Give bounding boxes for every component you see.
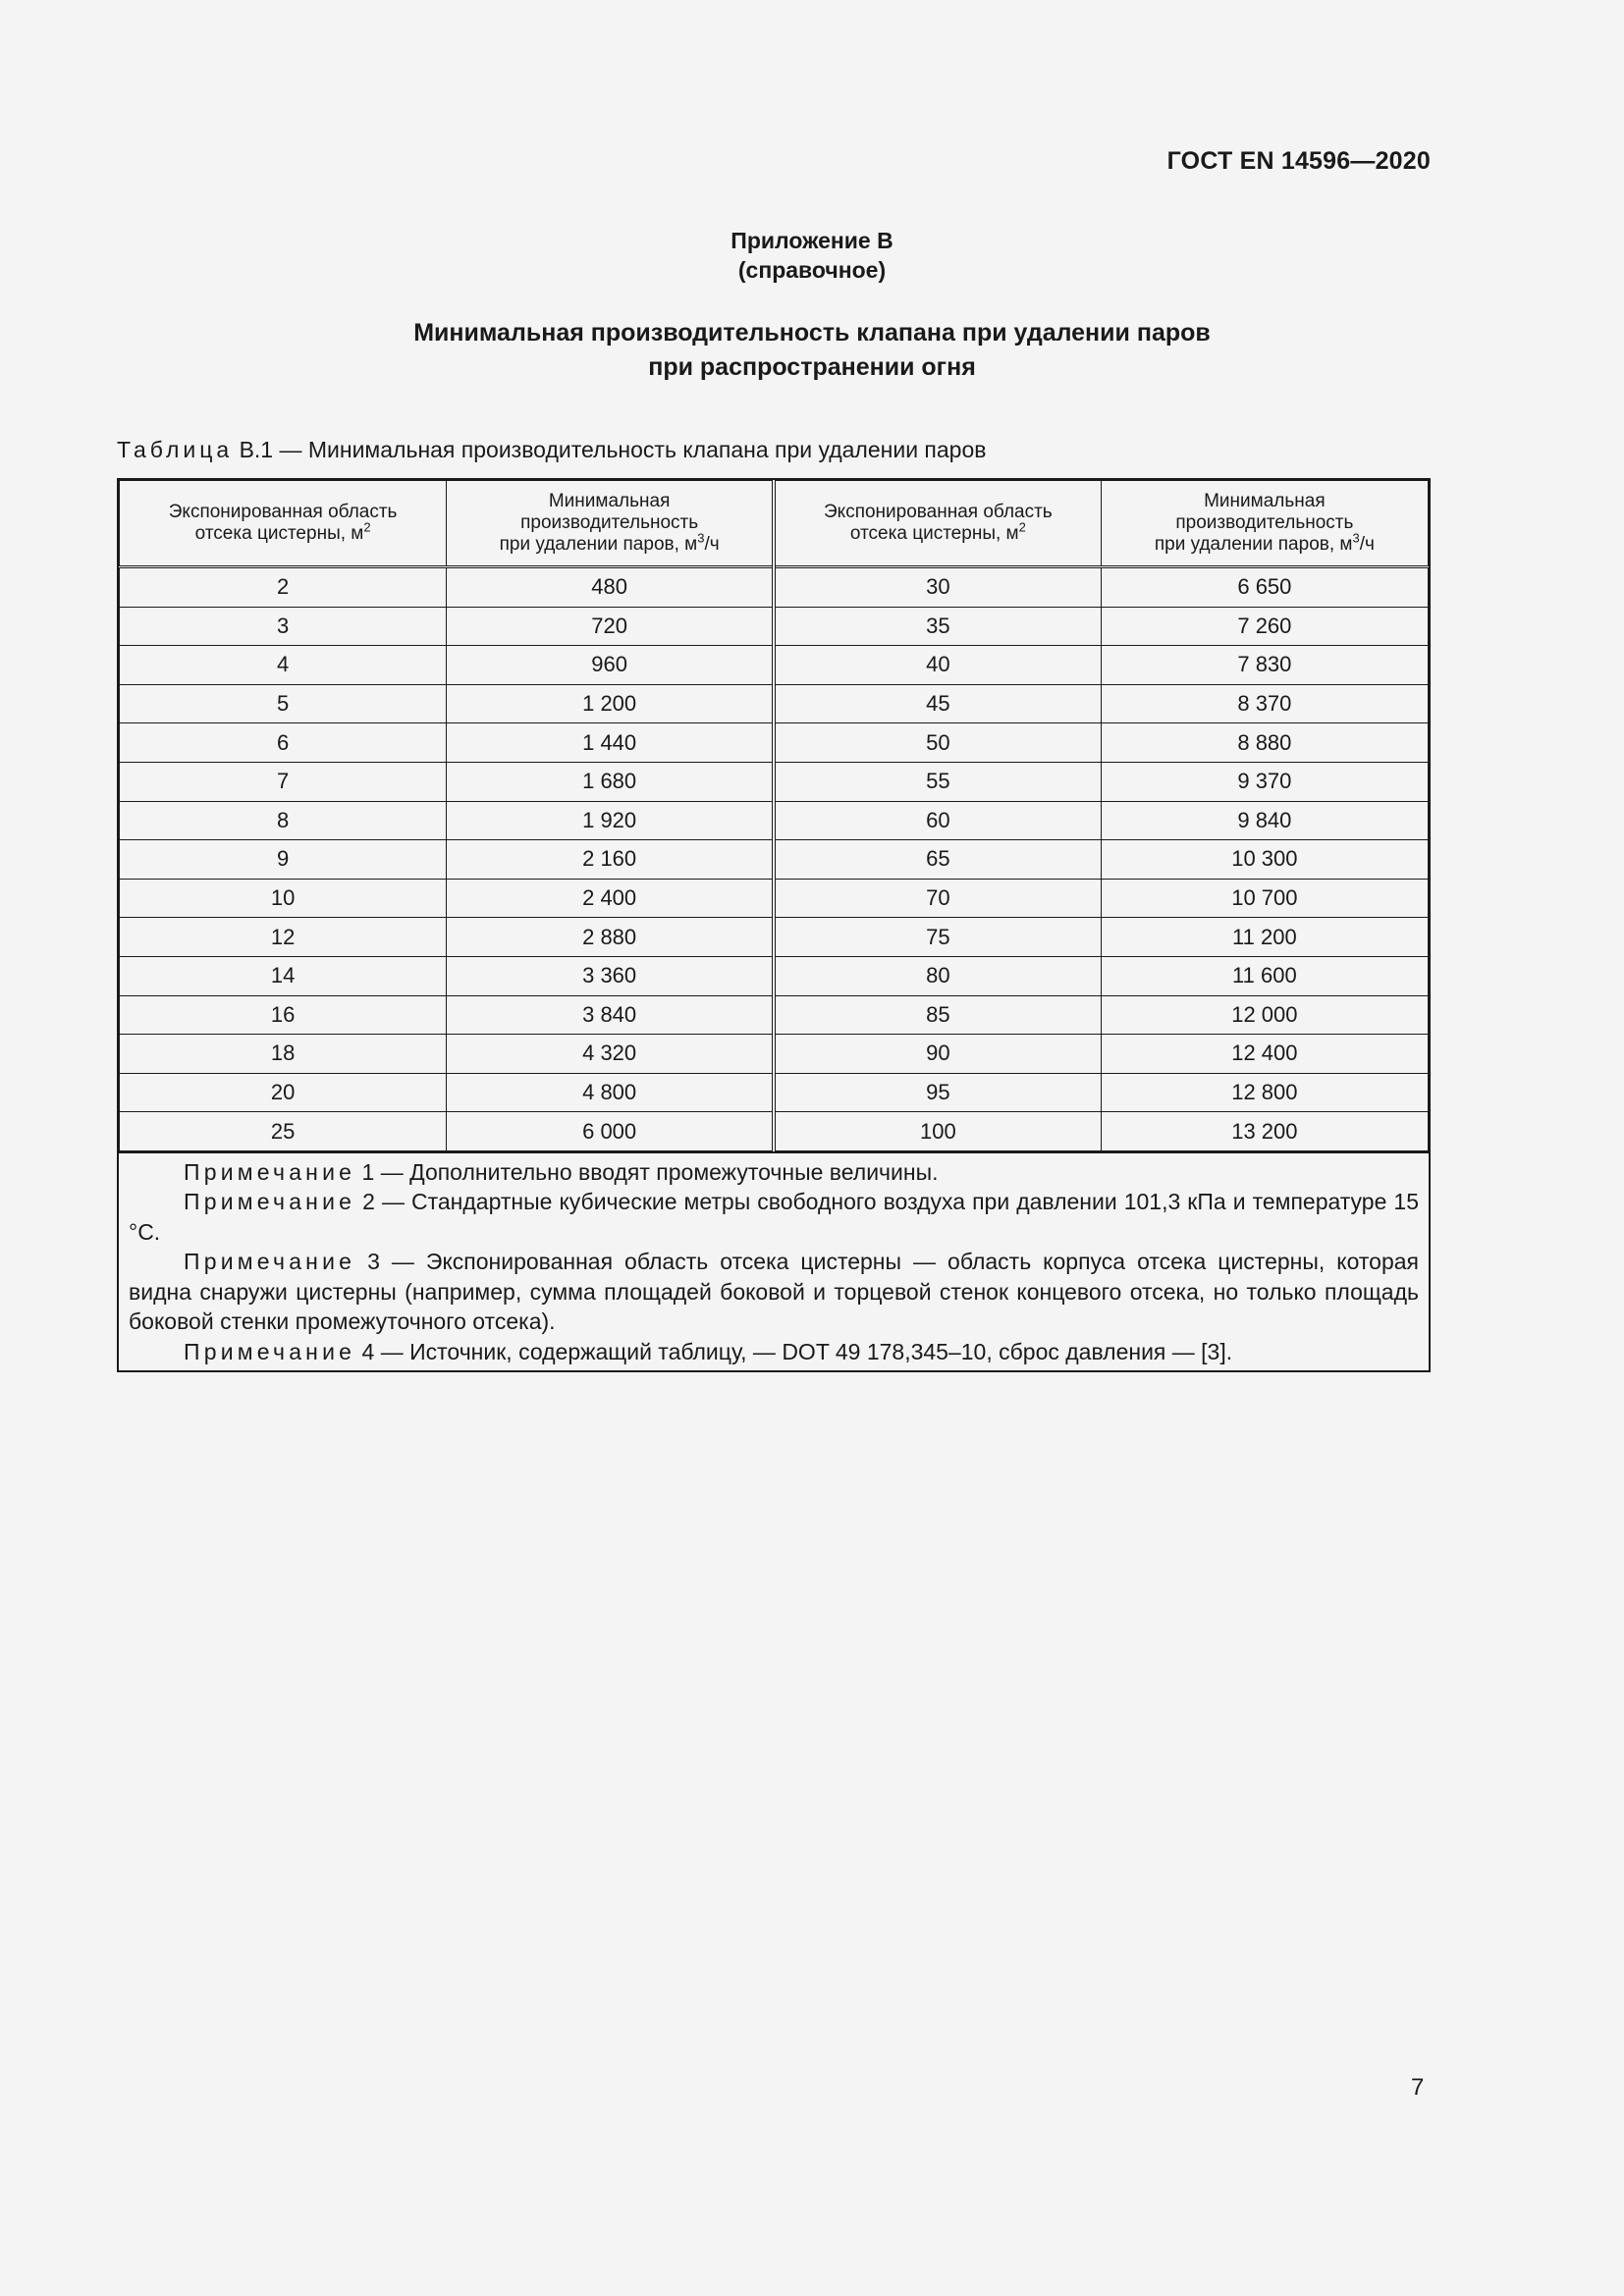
table-note-text: 3 — Экспонированная область отсека цистерны — область корпуса отсека цистерны, которая видна снаружи цистерны (например, сумма площадей боковой и торцевой стенок концевого отсека, но только площадь боковой стенки промежуточного отсека).	[129, 1249, 1419, 1335]
cell-area-right: 35	[774, 607, 1101, 646]
cell-capacity-left: 4 320	[447, 1035, 774, 1074]
table-header-row	[120, 481, 1429, 567]
cell-capacity-left: 480	[447, 567, 774, 608]
cell-capacity-left: 3 360	[447, 956, 774, 995]
capacity-table	[119, 480, 1429, 1151]
cell-capacity-left: 4 800	[447, 1073, 774, 1112]
appendix-title-block	[0, 226, 1624, 285]
cell-capacity-right: 6 650	[1101, 567, 1428, 608]
cell-area-left: 10	[120, 879, 447, 918]
table-row	[120, 567, 1429, 608]
cell-area-right: 65	[774, 840, 1101, 880]
cell-area-right: 55	[774, 762, 1101, 801]
cell-capacity-right: 12 000	[1101, 995, 1428, 1035]
cell-area-left: 5	[120, 684, 447, 723]
table-note	[129, 1187, 1419, 1247]
table-notes	[119, 1151, 1429, 1371]
table-row	[120, 646, 1429, 685]
cell-capacity-left: 2 400	[447, 879, 774, 918]
table-row	[120, 762, 1429, 801]
table-row	[120, 879, 1429, 918]
cell-capacity-left: 6 000	[447, 1112, 774, 1151]
section-heading	[0, 316, 1624, 385]
appendix-subtitle: (справочное)	[737, 257, 887, 283]
table-note	[129, 1337, 1419, 1367]
cell-area-right: 100	[774, 1112, 1101, 1151]
cell-capacity-left: 2 880	[447, 918, 774, 957]
cell-area-right: 80	[774, 956, 1101, 995]
cell-capacity-right: 8 370	[1101, 684, 1428, 723]
table-row	[120, 801, 1429, 840]
table-caption-label: Таблица	[117, 437, 234, 462]
cell-capacity-left: 3 840	[447, 995, 774, 1035]
table-row	[120, 607, 1429, 646]
cell-capacity-right: 12 800	[1101, 1073, 1428, 1112]
cell-area-right: 60	[774, 801, 1101, 840]
cell-area-right: 95	[774, 1073, 1101, 1112]
table-row	[120, 840, 1429, 880]
cell-area-left: 4	[120, 646, 447, 685]
table-note-text: 2 — Стандартные кубические метры свободного воздуха при давлении 101,3 кПа и температуре 15 °С.	[129, 1189, 1419, 1245]
cell-area-left: 7	[120, 762, 447, 801]
cell-area-right: 45	[774, 684, 1101, 723]
cell-capacity-right: 11 200	[1101, 918, 1428, 957]
capacity-table-frame	[117, 478, 1431, 1372]
appendix-title: Приложение В	[731, 228, 893, 253]
cell-area-left: 20	[120, 1073, 447, 1112]
table-note-label: Примечание	[184, 1249, 356, 1275]
cell-area-left: 18	[120, 1035, 447, 1074]
cell-area-left: 9	[120, 840, 447, 880]
cell-capacity-left: 960	[447, 646, 774, 685]
table-note-text: 1 — Дополнительно вводят промежуточные величины.	[355, 1158, 939, 1185]
cell-capacity-left: 720	[447, 607, 774, 646]
cell-capacity-left: 1 200	[447, 684, 774, 723]
cell-area-left: 6	[120, 723, 447, 763]
page-number: 7	[1411, 2074, 1425, 2101]
table-row	[120, 918, 1429, 957]
table-row	[120, 723, 1429, 763]
table-row	[120, 995, 1429, 1035]
cell-area-right: 90	[774, 1035, 1101, 1074]
cell-capacity-right: 12 400	[1101, 1035, 1428, 1074]
cell-area-left: 3	[120, 607, 447, 646]
table-caption	[117, 437, 986, 463]
header-area-right: Экспонированная область отсека цистерны, $м^2$	[774, 481, 1101, 567]
table-note	[129, 1247, 1419, 1337]
table-note-label: Примечание	[184, 1158, 356, 1185]
table-note-label: Примечание	[184, 1338, 356, 1364]
table-row	[120, 1035, 1429, 1074]
section-heading-line-1: Минимальная производительность клапана при удалении паров	[413, 319, 1211, 347]
cell-area-right: 85	[774, 995, 1101, 1035]
cell-area-left: 16	[120, 995, 447, 1035]
table-row	[120, 1112, 1429, 1151]
table-row	[120, 956, 1429, 995]
cell-area-right: 50	[774, 723, 1101, 763]
cell-capacity-right: 9 840	[1101, 801, 1428, 840]
table-note-label: Примечание	[184, 1189, 356, 1215]
table-row	[120, 1073, 1429, 1112]
cell-area-right: 75	[774, 918, 1101, 957]
cell-capacity-right: 11 600	[1101, 956, 1428, 995]
table-note-text: 4 — Источник, содержащий таблицу, — DOT 49 178,345–10, сброс давления — [3].	[355, 1338, 1233, 1364]
cell-area-left: 25	[120, 1112, 447, 1151]
cell-area-right: 30	[774, 567, 1101, 608]
cell-capacity-right: 8 880	[1101, 723, 1428, 763]
cell-capacity-right: 13 200	[1101, 1112, 1428, 1151]
cell-capacity-right: 9 370	[1101, 762, 1428, 801]
cell-capacity-right: 7 260	[1101, 607, 1428, 646]
cell-area-left: 14	[120, 956, 447, 995]
table-note	[129, 1157, 1419, 1188]
cell-capacity-left: 1 680	[447, 762, 774, 801]
section-heading-line-2: при распространении огня	[648, 353, 976, 381]
header-capacity-left: Минимальная производительность при удалении паров, $м^3/ч$	[447, 481, 774, 567]
cell-capacity-right: 7 830	[1101, 646, 1428, 685]
table-caption-text: В.1 — Минимальная производительность клапана при удалении паров	[233, 437, 987, 462]
cell-capacity-right: 10 300	[1101, 840, 1428, 880]
header-capacity-right: Минимальная производительность при удалении паров, $м^3/ч$	[1101, 481, 1428, 567]
cell-area-left: 8	[120, 801, 447, 840]
cell-area-right: 70	[774, 879, 1101, 918]
table-row	[120, 684, 1429, 723]
header-area-left: Экспонированная область отсека цистерны, $м^2$	[120, 481, 447, 567]
cell-capacity-right: 10 700	[1101, 879, 1428, 918]
table-body	[120, 567, 1429, 1151]
cell-capacity-left: 2 160	[447, 840, 774, 880]
cell-area-right: 40	[774, 646, 1101, 685]
cell-capacity-left: 1 440	[447, 723, 774, 763]
cell-capacity-left: 1 920	[447, 801, 774, 840]
cell-area-left: 12	[120, 918, 447, 957]
cell-area-left: 2	[120, 567, 447, 608]
document-code: ГОСТ EN 14596—2020	[1166, 147, 1431, 175]
